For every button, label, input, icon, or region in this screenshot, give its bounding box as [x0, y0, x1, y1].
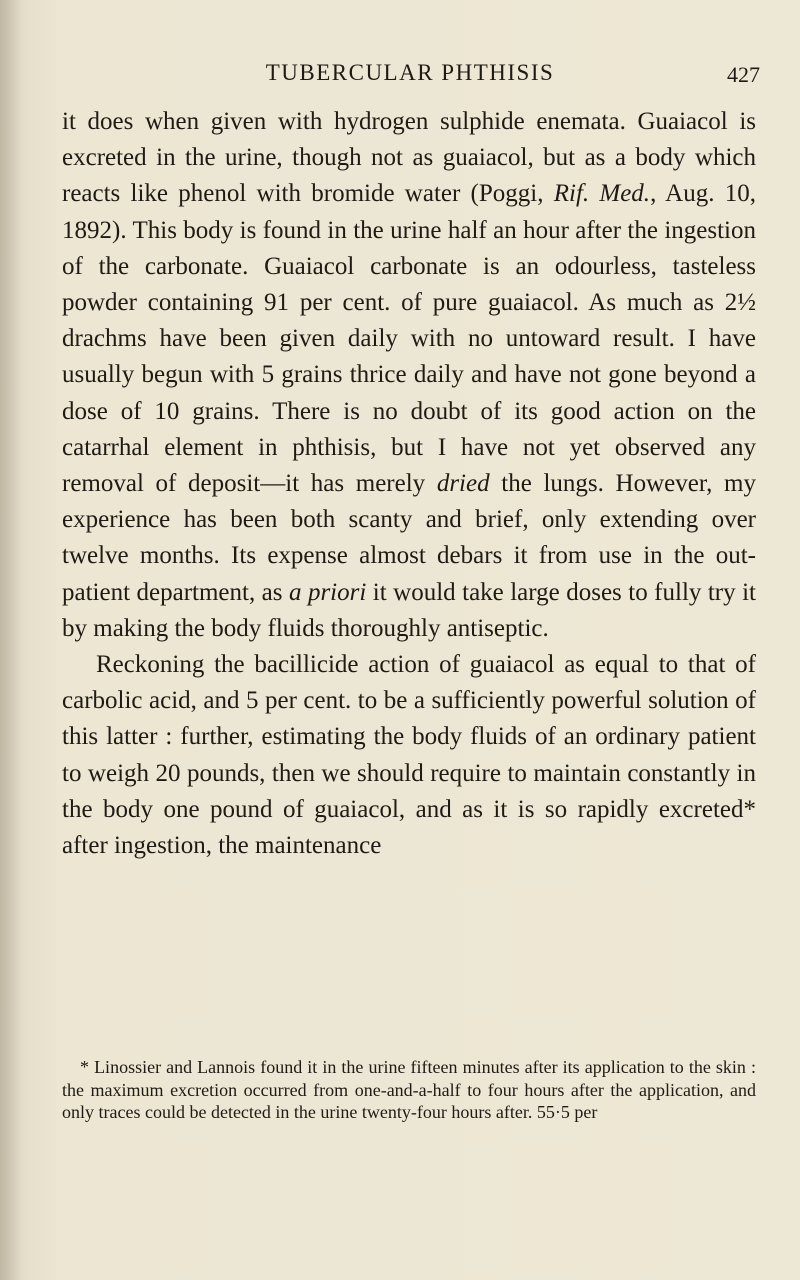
page-number: 427 [727, 62, 760, 87]
page-gutter-shadow [0, 0, 22, 1280]
paragraph-1-text-a: it does when given with hydrogen sulphide enemata. Guaiacol is excreted in the urine, though not as guaiacol, but as a body which reacts like phenol with bromide water (Poggi, [62, 108, 756, 208]
page-header [60, 56, 760, 96]
paragraph-2: Reckoning the bacillicide action of guaiacol as equal to that of carbolic acid, and 5 per cent. to be a sufficiently powerful solution of this latter : further, estimating the body fluids of an ordinary patient to weigh 20 pounds, then we should require to maintain constantly in the body one pound of guaiacol, and as it is so rapidly excreted* after ingestion, the maintenance [62, 651, 756, 860]
emphasis-dried: dried [436, 470, 490, 498]
running-title: TUBERCULAR PHTHISIS [265, 60, 555, 85]
paragraph-1-text-c: the lungs. However, my experience has been both scanty and brief, only extending over twelve months. Its expense almost debars it from use in the out-patient department, as [62, 470, 756, 606]
footnote: * Linossier and Lannois found it in the urine fifteen minutes after its application to the skin : the maximum excretion occurred from one-and-a-half to four hours after the application, and only traces could be detected in the urine twenty-four hours after. 55·5 per [62, 1057, 756, 1122]
journal-title-italic: Rif. Med. [553, 180, 651, 208]
body-text [62, 104, 756, 864]
paragraph-1-text-b: , Aug. 10, 1892). This body is found in the urine half an hour after the ingestion of the carbonate. Guaiacol carbonate is an odourless, tasteless powder containing 91 per cent. of pure guaiacol. As much as 2½ drachms have been given daily with no untoward result. I have usually begun with 5 grains thrice daily and have not gone beyond a dose of 10 grains. There is no doubt of its good action on the catarrhal element in phthisis, but I have not yet observed any removal of deposit—it has merely [62, 180, 756, 498]
paragraph-1-text-d: it would take large doses to fully try it by making the body fluids thoroughly antiseptic. [62, 578, 756, 642]
paragraph-1 [62, 104, 756, 647]
emphasis-a-priori: a priori [288, 578, 367, 606]
